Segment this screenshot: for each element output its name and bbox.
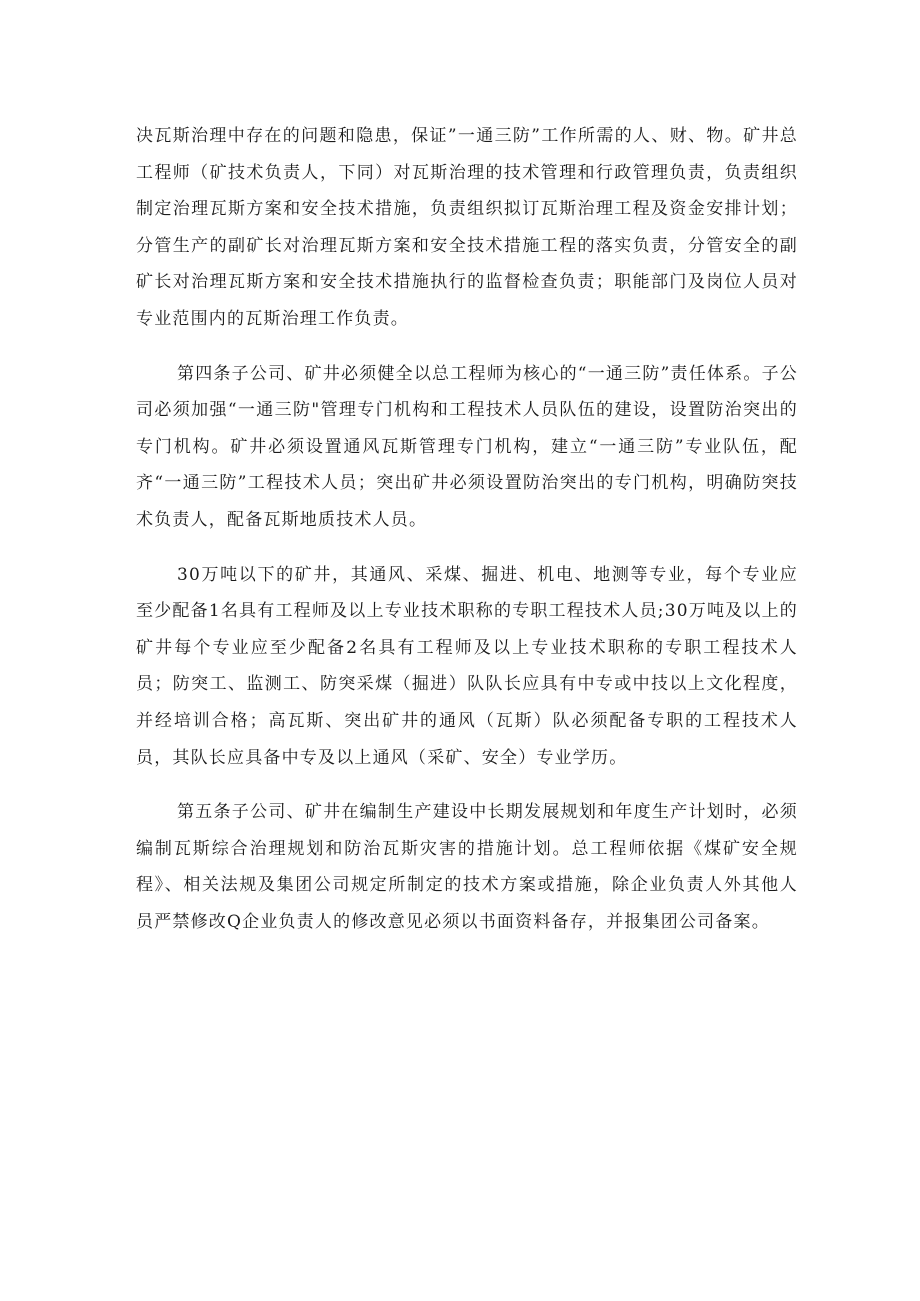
paragraph-article-five: 第五条子公司、矿井在编制生产建设中长期发展规划和年度生产计划时，必须编制瓦斯综合治理规划和防治瓦斯灾害的措施计划。总工程师依据《煤矿安全规程》、相关法规及集团公司规定所制定的技术方案或措施，除企业负责人外其他人员严禁修改Q企业负责人的修改意见必须以书面资料备存，并报集团公司备案。 [136,802,798,932]
paragraph-responsibility-continuation: 决瓦斯治理中存在的问题和隐患，保证”一通三防”工作所需的人、财、物。矿井总工程师（矿技术负责人，下同）对瓦斯治理的技术管理和行政管理负责，负责组织制定治理瓦斯方案和安全技术措施，负责组织拟订瓦斯治理工程及资金安排计划；分管生产的副矿长对治理瓦斯方案和安全技术措施工程的落实负责，分管安全的副矿长对治理瓦斯方案和安全技术措施执行的监督检查负责；职能部门及岗位人员对专业范围内的瓦斯治理工作负责。 [136,126,798,329]
paragraph-article-four: 第四条子公司、矿井必须健全以总工程师为核心的“一通三防”责任体系。子公司必须加强“一通三防"管理专门机构和工程技术人员队伍的建设，设置防治突出的专门机构。矿井必须设置通风瓦斯管理专门机构，建立“一通三防”专业队伍，配齐“一通三防”工程技术人员；突出矿井必须设置防治突出的专门机构，明确防突技术负责人，配备瓦斯地质技术人员。 [136,363,798,530]
document-body [136,118,798,940]
paragraph-staffing-requirements: 30万吨以下的矿井，其通风、采煤、掘进、机电、地测等专业，每个专业应至少配备1名具有工程师及以上专业技术职称的专职工程技术人员;30万吨及以上的矿井每个专业应至少配备2名具有工程师及以上专业技术职称的专职工程技术人员；防突工、监测工、防突采煤（掘进）队队长应具有中专或中技以上文化程度，并经培训合格；高瓦斯、突出矿井的通风（瓦斯）队必须配备专职的工程技术人员，其队长应具备中专及以上通风（采矿、安全）专业学历。 [136,564,798,768]
